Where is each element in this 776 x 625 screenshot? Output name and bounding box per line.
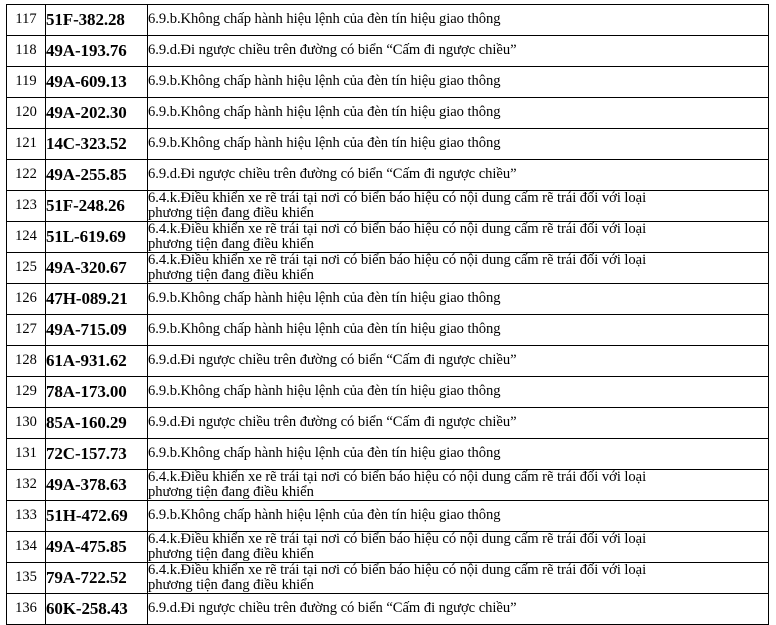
violation-description-line1: 6.9.d.Đi ngược chiều trên đường có biển “Cấm đi ngược chiều”	[148, 414, 517, 431]
violation-description-cell	[148, 191, 769, 222]
license-plate-cell: 79A-722.52	[46, 563, 148, 594]
violation-description-line2: phương tiện đang điều khiển	[148, 235, 314, 252]
license-plate-cell: 49A-202.30	[46, 98, 148, 129]
table-row	[7, 129, 769, 160]
license-plate-cell: 47H-089.21	[46, 284, 148, 315]
violation-description-line1: 6.9.b.Không chấp hành hiệu lệnh của đèn tín hiệu giao thông	[148, 321, 501, 338]
violation-description-cell	[148, 470, 769, 501]
row-index-cell: 118	[7, 36, 46, 67]
row-index-cell: 125	[7, 253, 46, 284]
table-row	[7, 594, 769, 625]
violation-description-line1: 6.4.k.Điều khiển xe rẽ trái tại nơi có biển báo hiệu có nội dung cấm rẽ trái đối với loại	[148, 469, 647, 486]
license-plate-cell: 49A-320.67	[46, 253, 148, 284]
row-index-cell: 123	[7, 191, 46, 222]
license-plate-cell: 60K-258.43	[46, 594, 148, 625]
row-index-cell: 130	[7, 408, 46, 439]
license-plate-cell: 49A-475.85	[46, 532, 148, 563]
violation-description-line1: 6.4.k.Điều khiển xe rẽ trái tại nơi có biển báo hiệu có nội dung cấm rẽ trái đối với loại	[148, 221, 647, 238]
violation-description-cell	[148, 129, 769, 160]
row-index-cell: 135	[7, 563, 46, 594]
violation-description-cell	[148, 501, 769, 532]
license-plate-cell: 49A-609.13	[46, 67, 148, 98]
row-index-cell: 121	[7, 129, 46, 160]
violation-description-cell	[148, 408, 769, 439]
license-plate-cell: 49A-378.63	[46, 470, 148, 501]
row-index-cell: 132	[7, 470, 46, 501]
table-row	[7, 377, 769, 408]
violation-description-line1: 6.9.b.Không chấp hành hiệu lệnh của đèn tín hiệu giao thông	[148, 104, 501, 121]
row-index-cell: 129	[7, 377, 46, 408]
row-index-cell: 117	[7, 5, 46, 36]
violation-description-line2: phương tiện đang điều khiển	[148, 545, 314, 562]
row-index-cell: 131	[7, 439, 46, 470]
table-row	[7, 408, 769, 439]
violation-description-line1: 6.9.d.Đi ngược chiều trên đường có biển “Cấm đi ngược chiều”	[148, 166, 517, 183]
violation-description-cell	[148, 36, 769, 67]
violation-table	[6, 4, 769, 625]
violation-description-line1: 6.9.b.Không chấp hành hiệu lệnh của đèn tín hiệu giao thông	[148, 135, 501, 152]
row-index-cell: 120	[7, 98, 46, 129]
row-index-cell: 133	[7, 501, 46, 532]
violation-description-cell	[148, 594, 769, 625]
row-index-cell: 126	[7, 284, 46, 315]
row-index-cell: 119	[7, 67, 46, 98]
row-index-cell: 122	[7, 160, 46, 191]
violation-description-line1: 6.9.d.Đi ngược chiều trên đường có biển “Cấm đi ngược chiều”	[148, 352, 517, 369]
violation-description-line1: 6.9.b.Không chấp hành hiệu lệnh của đèn tín hiệu giao thông	[148, 290, 501, 307]
violation-description-line1: 6.9.d.Đi ngược chiều trên đường có biển “Cấm đi ngược chiều”	[148, 600, 517, 617]
violation-description-line1: 6.9.b.Không chấp hành hiệu lệnh của đèn tín hiệu giao thông	[148, 73, 501, 90]
violation-description-cell	[148, 67, 769, 98]
violation-description-cell	[148, 563, 769, 594]
row-index-cell: 128	[7, 346, 46, 377]
violation-description-cell	[148, 377, 769, 408]
violation-description-cell	[148, 315, 769, 346]
license-plate-cell: 49A-715.09	[46, 315, 148, 346]
violation-description-line1: 6.9.d.Đi ngược chiều trên đường có biển “Cấm đi ngược chiều”	[148, 42, 517, 59]
violation-description-line1: 6.4.k.Điều khiển xe rẽ trái tại nơi có biển báo hiệu có nội dung cấm rẽ trái đối với loại	[148, 531, 647, 548]
license-plate-cell: 78A-173.00	[46, 377, 148, 408]
violation-description-line1: 6.9.b.Không chấp hành hiệu lệnh của đèn tín hiệu giao thông	[148, 11, 501, 28]
license-plate-cell: 14C-323.52	[46, 129, 148, 160]
license-plate-cell: 51F-382.28	[46, 5, 148, 36]
violation-description-line2: phương tiện đang điều khiển	[148, 576, 314, 593]
table-row	[7, 253, 769, 284]
license-plate-cell: 49A-193.76	[46, 36, 148, 67]
violation-description-line2: phương tiện đang điều khiển	[148, 266, 314, 283]
row-index-cell: 127	[7, 315, 46, 346]
violation-description-cell	[148, 160, 769, 191]
violation-description-line1: 6.4.k.Điều khiển xe rẽ trái tại nơi có biển báo hiệu có nội dung cấm rẽ trái đối với loại	[148, 252, 647, 269]
table-row	[7, 563, 769, 594]
table-row	[7, 36, 769, 67]
violation-description-cell	[148, 346, 769, 377]
row-index-cell: 136	[7, 594, 46, 625]
violation-description-cell	[148, 222, 769, 253]
violation-description-line1: 6.9.b.Không chấp hành hiệu lệnh của đèn tín hiệu giao thông	[148, 507, 501, 524]
license-plate-cell: 72C-157.73	[46, 439, 148, 470]
table-row	[7, 98, 769, 129]
table-row	[7, 532, 769, 563]
violation-description-line1: 6.9.b.Không chấp hành hiệu lệnh của đèn tín hiệu giao thông	[148, 445, 501, 462]
table-row	[7, 439, 769, 470]
license-plate-cell: 61A-931.62	[46, 346, 148, 377]
table-row	[7, 470, 769, 501]
violation-description-cell	[148, 284, 769, 315]
violation-table-body	[7, 5, 769, 625]
violation-description-line2: phương tiện đang điều khiển	[148, 204, 314, 221]
table-row	[7, 160, 769, 191]
violation-description-line2: phương tiện đang điều khiển	[148, 483, 314, 500]
row-index-cell: 134	[7, 532, 46, 563]
violation-description-line1: 6.4.k.Điều khiển xe rẽ trái tại nơi có biển báo hiệu có nội dung cấm rẽ trái đối với loại	[148, 190, 647, 207]
violation-description-cell	[148, 532, 769, 563]
table-row	[7, 191, 769, 222]
violation-description-cell	[148, 5, 769, 36]
violation-description-line1: 6.9.b.Không chấp hành hiệu lệnh của đèn tín hiệu giao thông	[148, 383, 501, 400]
table-row	[7, 346, 769, 377]
table-row	[7, 284, 769, 315]
license-plate-cell: 51L-619.69	[46, 222, 148, 253]
table-row	[7, 315, 769, 346]
table-row	[7, 5, 769, 36]
license-plate-cell: 49A-255.85	[46, 160, 148, 191]
table-row	[7, 501, 769, 532]
violation-description-cell	[148, 98, 769, 129]
table-row	[7, 222, 769, 253]
violation-description-line1: 6.4.k.Điều khiển xe rẽ trái tại nơi có biển báo hiệu có nội dung cấm rẽ trái đối với loại	[148, 562, 647, 579]
violation-description-cell	[148, 439, 769, 470]
license-plate-cell: 85A-160.29	[46, 408, 148, 439]
license-plate-cell: 51H-472.69	[46, 501, 148, 532]
row-index-cell: 124	[7, 222, 46, 253]
license-plate-cell: 51F-248.26	[46, 191, 148, 222]
violation-description-cell	[148, 253, 769, 284]
table-row	[7, 67, 769, 98]
